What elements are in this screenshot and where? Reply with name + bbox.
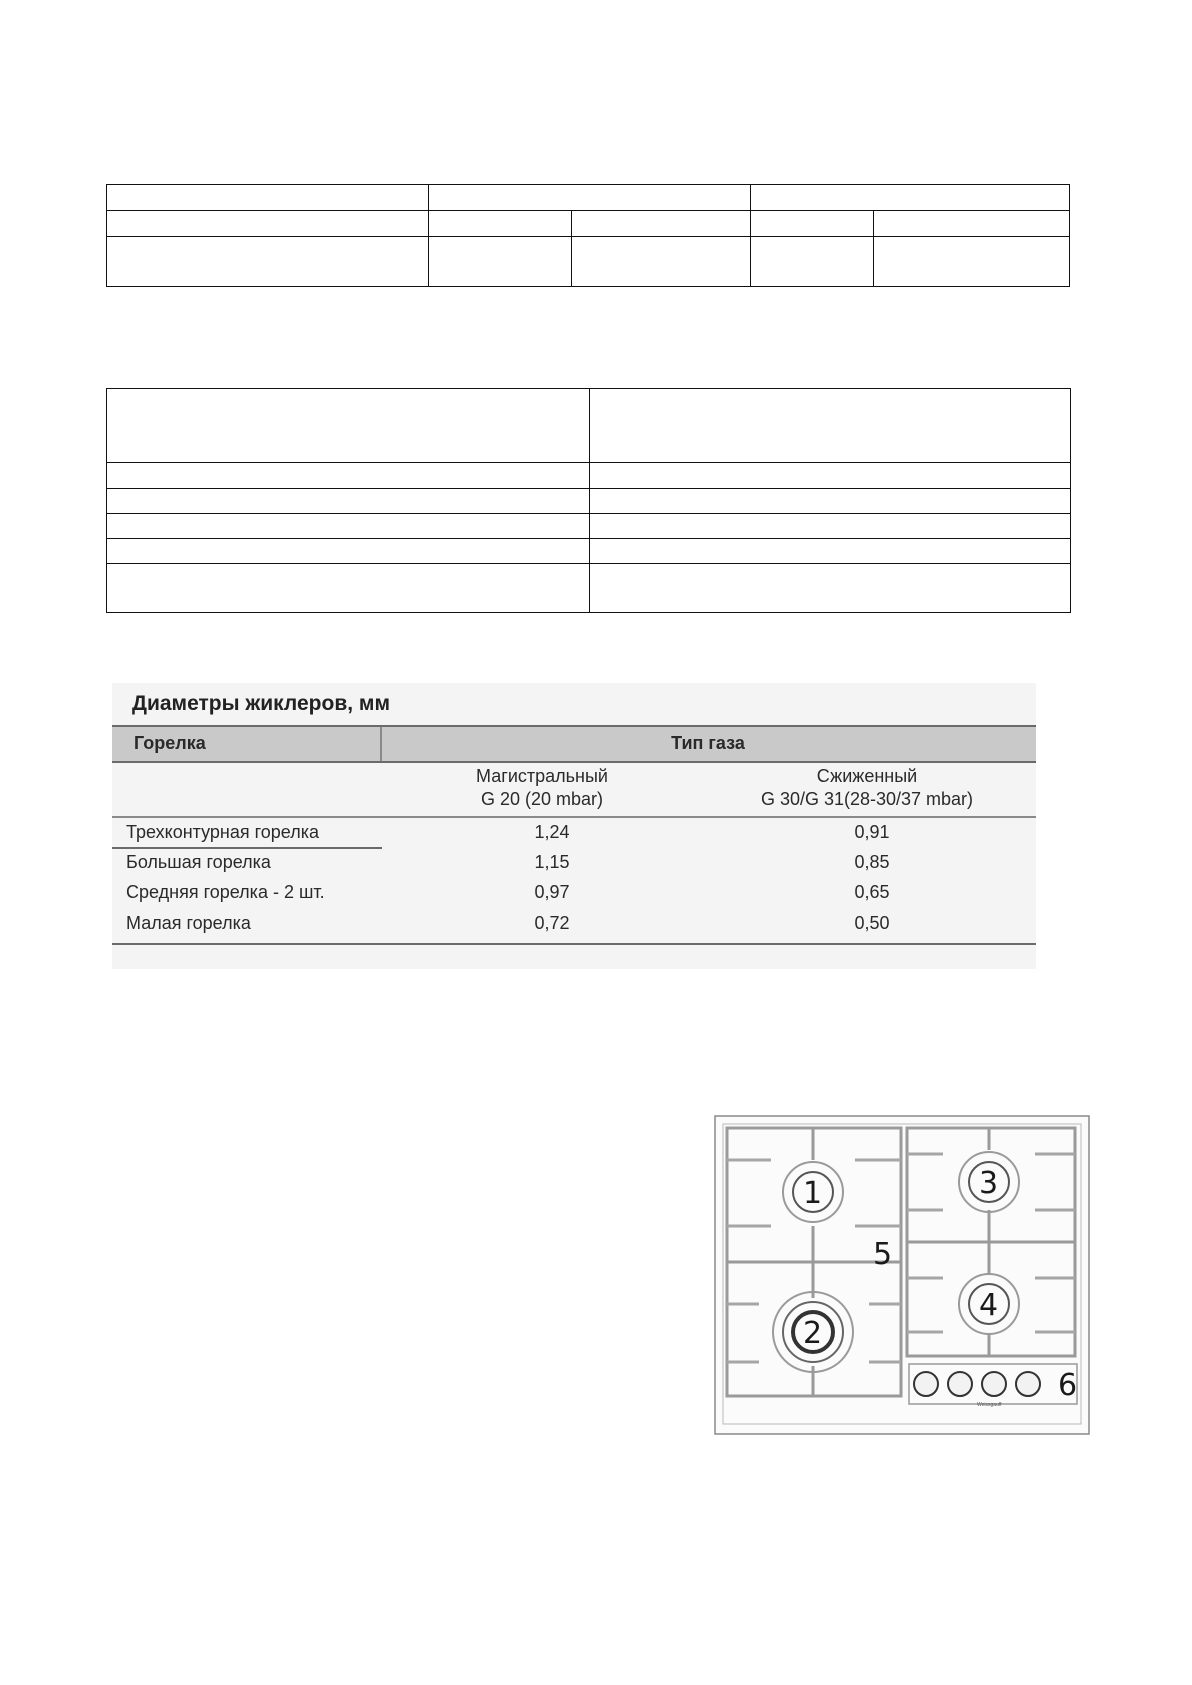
brand-logo: Weissgauff — [977, 1402, 1002, 1408]
cell — [107, 211, 429, 237]
burner-name: Трехконтурная горелка — [126, 822, 319, 842]
label-1: 1 — [803, 1176, 823, 1211]
cell — [107, 539, 590, 564]
label-2: 2 — [803, 1316, 823, 1351]
jets-header-row — [112, 725, 1036, 763]
main-gas-value: 1,15 — [534, 852, 570, 872]
cell — [107, 389, 590, 463]
cell — [874, 211, 1070, 237]
cell — [107, 237, 429, 287]
subheader-lpg-line1: Сжиженный — [816, 766, 918, 786]
burner-name: Малая горелка — [126, 913, 251, 933]
cell — [751, 185, 1070, 211]
header-gas-type: Тип газа — [671, 733, 745, 753]
main-gas-value: 1,24 — [534, 822, 570, 842]
cell — [572, 211, 751, 237]
table-row — [112, 848, 1036, 878]
table-bottom-rule — [112, 943, 1036, 945]
main-gas-value: 0,72 — [534, 913, 570, 933]
cell — [429, 185, 751, 211]
cell — [590, 564, 1071, 613]
lpg-value: 0,65 — [854, 882, 890, 902]
knob — [914, 1372, 938, 1396]
jets-title: Диаметры жиклеров, мм — [132, 692, 390, 715]
cell — [751, 211, 874, 237]
empty-table-middle — [106, 388, 1071, 613]
cell — [874, 237, 1070, 287]
cell — [572, 237, 751, 287]
subheader-lpg-line2: G 30/G 31(28-30/37 mbar) — [760, 789, 974, 809]
knob — [1016, 1372, 1040, 1396]
label-5: 5 — [873, 1237, 893, 1272]
subheader-main-gas — [432, 765, 652, 811]
cell — [429, 211, 572, 237]
table-row — [112, 878, 1036, 908]
cell — [107, 564, 590, 613]
label-4: 4 — [979, 1288, 999, 1323]
main-gas-value: 0,97 — [534, 882, 570, 902]
jet-diameters-block — [112, 683, 1036, 969]
cell — [429, 237, 572, 287]
table-row — [112, 818, 1036, 848]
cell — [590, 514, 1071, 539]
cell — [590, 389, 1071, 463]
cell — [107, 489, 590, 514]
table-row — [112, 909, 1036, 939]
cell — [590, 489, 1071, 514]
cell — [107, 185, 429, 211]
subheader-main-line2: G 20 (20 mbar) — [480, 789, 604, 809]
lpg-value: 0,50 — [854, 913, 890, 933]
subheader-main-line1: Магистральный — [476, 766, 608, 786]
cell — [590, 463, 1071, 489]
label-6: 6 — [1058, 1368, 1078, 1403]
cell — [751, 237, 874, 287]
empty-table-top — [106, 184, 1070, 287]
burner-name: Большая горелка — [126, 852, 271, 872]
subheader-lpg — [722, 765, 1012, 811]
lpg-value: 0,85 — [854, 852, 890, 872]
cell — [590, 539, 1071, 564]
lpg-value: 0,91 — [854, 822, 890, 842]
knob — [948, 1372, 972, 1396]
header-burner: Горелка — [134, 733, 206, 753]
gas-hob-diagram — [713, 1114, 1091, 1436]
label-3: 3 — [979, 1166, 999, 1201]
cell — [107, 463, 590, 489]
cell — [107, 514, 590, 539]
burner-name: Средняя горелка - 2 шт. — [126, 882, 325, 902]
knob — [982, 1372, 1006, 1396]
